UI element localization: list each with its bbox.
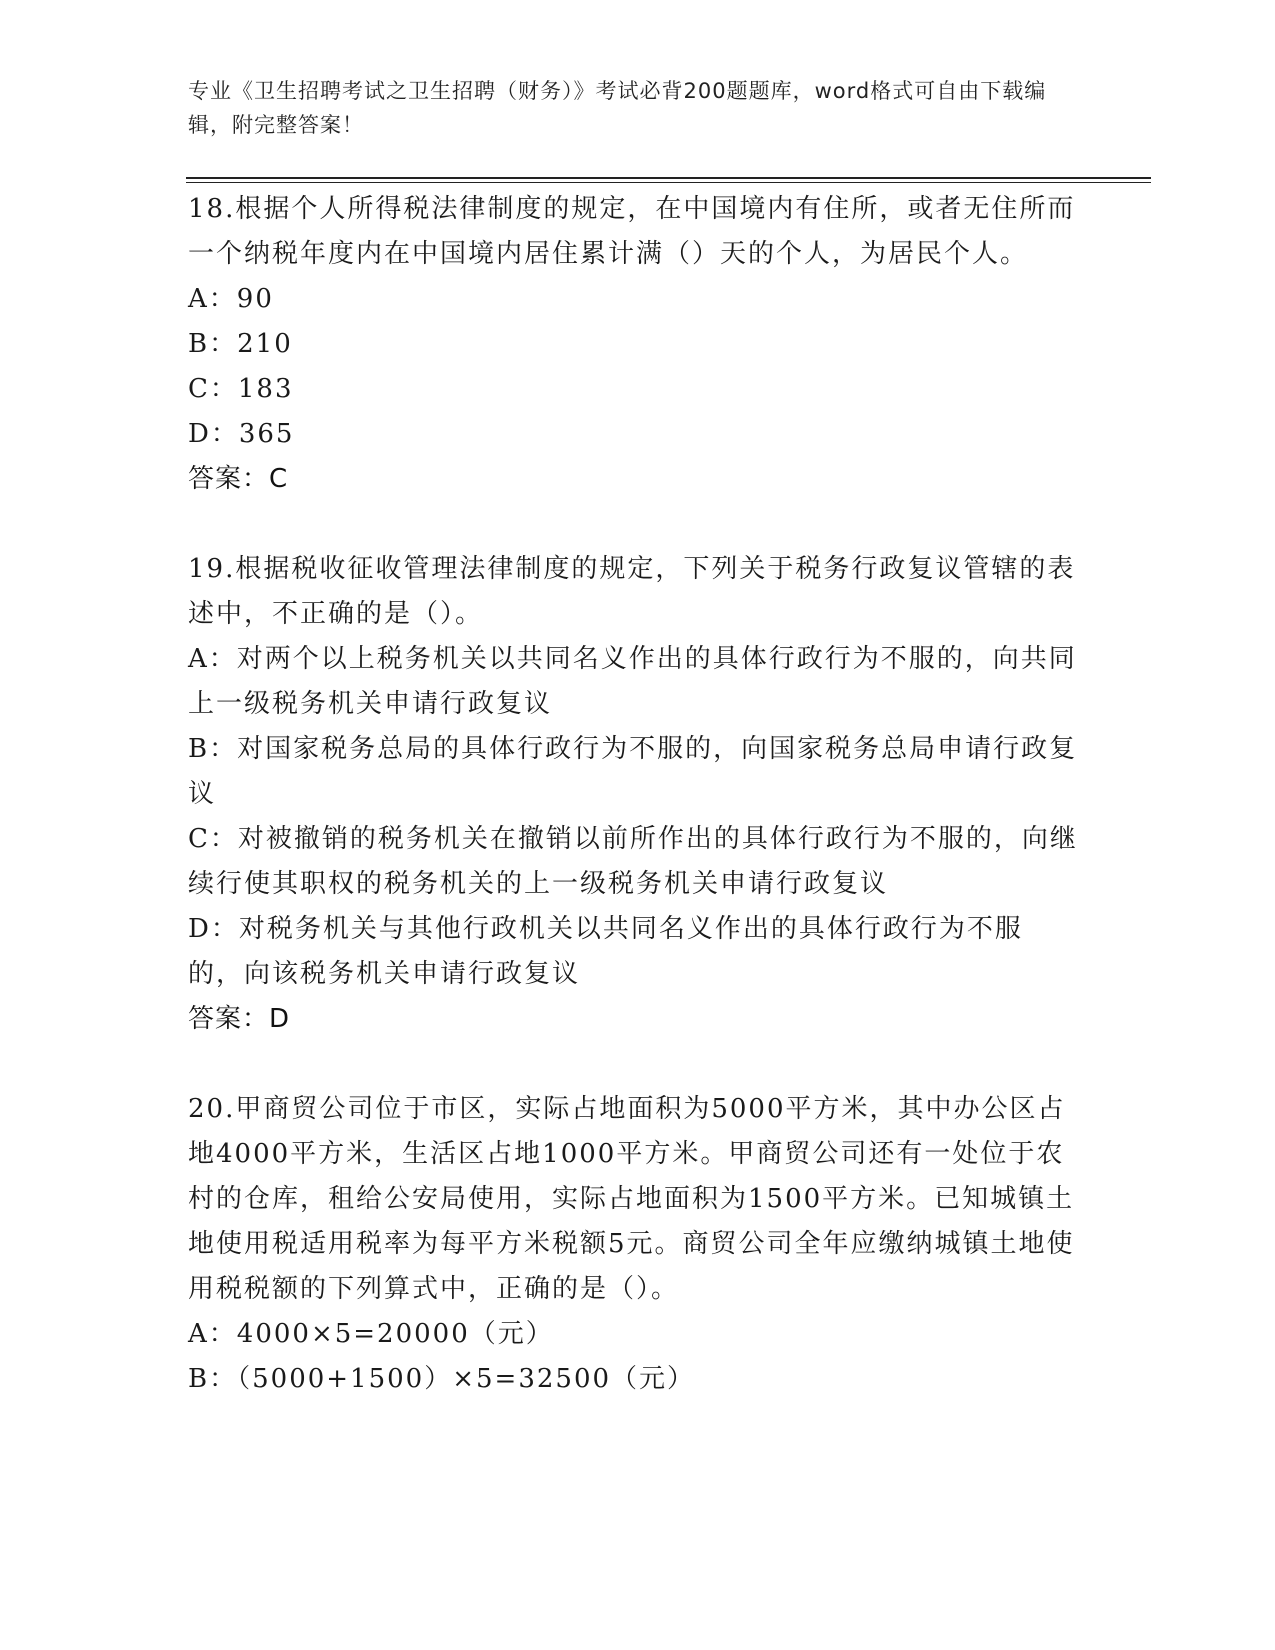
document-header: 专业《卫生招聘考试之卫生招聘（财务）》考试必背200题题库，word格式可自由下载编辑，附完整答案！ [188, 79, 1047, 137]
option-b: B：（5000+1500）×5=32500（元） [188, 1364, 696, 1394]
option-b: B：210 [188, 329, 293, 359]
option-c: C：对被撤销的税务机关在撤销以前所作出的具体行政行为不服的，向继续行使其职权的税务机关的上一级税务机关申请行政复议 [188, 824, 1078, 899]
answer-line: 答案：D [188, 1004, 291, 1034]
option-a: A：90 [188, 284, 274, 314]
option-a: A：对两个以上税务机关以共同名义作出的具体行政行为不服的，向共同上一级税务机关申请行政复议 [188, 644, 1077, 719]
option-c: C：183 [188, 374, 294, 404]
option-b: B：对国家税务总局的具体行政行为不服的，向国家税务总局申请行政复议 [188, 734, 1078, 809]
question-19 [188, 547, 1078, 1042]
question-stem: 18.根据个人所得税法律制度的规定，在中国境内有住所，或者无住所而一个纳税年度内在中国境内居住累计满（）天的个人，为居民个人。 [188, 194, 1076, 269]
question-20 [188, 1087, 1078, 1402]
header-divider-thin [186, 182, 1151, 183]
question-18 [188, 187, 1078, 502]
header-divider-thick [186, 177, 1151, 179]
question-stem: 19.根据税收征收管理法律制度的规定，下列关于税务行政复议管辖的表述中，不正确的是（）。 [188, 554, 1076, 629]
question-stem: 20.甲商贸公司位于市区，实际占地面积为5000平方米，其中办公区占地4000平方米，生活区占地1000平方米。甲商贸公司还有一处位于农村的仓库，租给公安局使用，实际占地面积为1500平方米。已知城镇土地使用税适用税率为每平方米税额5元。商贸公司全年应缴纳城镇土地使用税税额的下列算式中，正确的是（）。 [188, 1094, 1075, 1304]
option-a: A：4000×5=20000（元） [188, 1319, 554, 1349]
option-d: D：365 [188, 419, 295, 449]
option-d: D：对税务机关与其他行政机关以共同名义作出的具体行政行为不服的，向该税务机关申请行政复议 [188, 914, 1023, 989]
question-list [188, 187, 1078, 1402]
answer-line: 答案：C [188, 464, 289, 494]
